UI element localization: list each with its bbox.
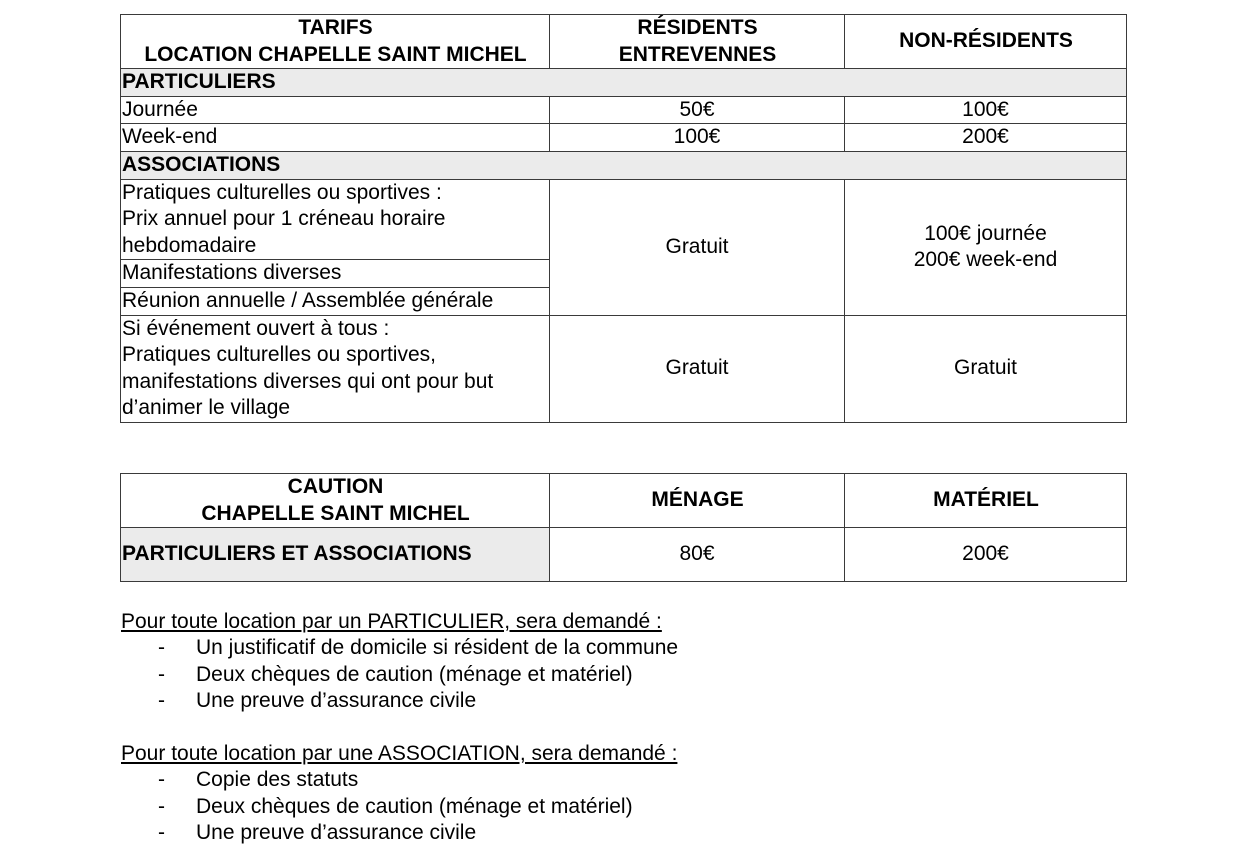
section-associations: ASSOCIATIONS: [121, 151, 1127, 179]
row-label-reunion: Réunion annuelle / Assemblée générale: [121, 287, 550, 315]
dash-bullet: -: [158, 636, 165, 660]
list-item-text: Une preuve d’assurance civile: [196, 688, 477, 712]
price-non-residents-weekend: 200€: [845, 124, 1127, 152]
caution-subtitle: CHAPELLE SAINT MICHEL: [201, 501, 470, 525]
dash-bullet: -: [158, 662, 165, 686]
residents-header-cell: [550, 15, 845, 69]
list-item: [121, 688, 678, 714]
dash-bullet: -: [158, 820, 165, 844]
list-item: [121, 820, 677, 846]
table-row: [121, 315, 1127, 422]
list-item-text: Un justificatif de domicile si résident de la commune: [196, 636, 679, 660]
dash-bullet: -: [158, 688, 165, 712]
tarifs-title: TARIFS: [298, 16, 373, 39]
requirements-particulier: [121, 609, 678, 714]
caution-materiel-value: 200€: [845, 528, 1127, 582]
table-row: [121, 96, 1127, 124]
tarifs-header-row: [121, 15, 1127, 69]
row-label-line: Pratiques culturelles ou sportives :: [122, 180, 442, 204]
list-item-text: Deux chèques de caution (ménage et matériel): [196, 794, 633, 818]
residents-header-sub: ENTREVENNES: [618, 42, 777, 66]
requirements-association-title: Pour toute location par une ASSOCIATION, sera demandé :: [121, 742, 678, 765]
list-item: [121, 662, 678, 688]
row-label-pratiques: [121, 179, 550, 260]
caution-header-row: [121, 474, 1127, 528]
price-residents-journee: 50€: [550, 96, 845, 124]
table-row: [121, 124, 1127, 152]
row-label-manifestations: Manifestations diverses: [121, 260, 550, 288]
menage-header: MÉNAGE: [550, 474, 845, 528]
list-item: [121, 767, 677, 793]
row-label-evenement: [121, 315, 550, 422]
list-item-text: Copie des statuts: [196, 768, 359, 792]
dash-bullet: -: [158, 768, 165, 792]
row-label-journee: Journée: [121, 96, 550, 124]
list-item-text: Deux chèques de caution (ménage et matériel): [196, 662, 633, 686]
section-particuliers: PARTICULIERS: [121, 69, 1127, 97]
section-row-associations: [121, 151, 1127, 179]
row-label-line: hebdomadaire: [122, 233, 257, 257]
requirements-association: [121, 741, 677, 846]
caution-title: CAUTION: [287, 475, 384, 498]
price-non-residents-journee-assoc: 100€ journée: [924, 221, 1047, 245]
list-item: [121, 794, 677, 820]
price-non-residents-evenement: Gratuit: [845, 315, 1127, 422]
price-residents-weekend: 100€: [550, 124, 845, 152]
price-non-residents-associations: [845, 179, 1127, 315]
row-label-weekend: Week-end: [121, 124, 550, 152]
table-row: [121, 528, 1127, 582]
tarifs-title-cell: [121, 15, 550, 69]
row-label-line: d’animer le village: [122, 396, 291, 419]
requirements-particulier-list: [121, 635, 678, 714]
caution-title-cell: [121, 474, 550, 528]
requirements-particulier-title: Pour toute location par un PARTICULIER, sera demandé :: [121, 610, 662, 633]
list-item: [121, 635, 678, 661]
non-residents-header: NON-RÉSIDENTS: [845, 15, 1127, 69]
caution-row-label: PARTICULIERS ET ASSOCIATIONS: [121, 528, 550, 582]
table-row: [121, 179, 1127, 260]
residents-header: RÉSIDENTS: [637, 16, 758, 39]
price-residents-evenement: Gratuit: [550, 315, 845, 422]
row-label-line: Prix annuel pour 1 créneau horaire: [122, 207, 446, 230]
tarifs-table: [120, 14, 1127, 423]
caution-menage-value: 80€: [550, 528, 845, 582]
tarifs-subtitle: LOCATION CHAPELLE SAINT MICHEL: [144, 42, 527, 66]
caution-table: [120, 473, 1127, 582]
price-residents-associations: Gratuit: [550, 179, 845, 315]
price-non-residents-weekend-assoc: 200€ week-end: [913, 248, 1058, 271]
section-row-particuliers: [121, 69, 1127, 97]
list-item-text: Une preuve d’assurance civile: [196, 820, 477, 844]
dash-bullet: -: [158, 794, 165, 818]
row-label-line: Pratiques culturelles ou sportives,: [122, 343, 436, 366]
row-label-line: manifestations diverses qui ont pour but: [122, 369, 494, 393]
row-label-line: Si événement ouvert à tous :: [122, 316, 390, 340]
materiel-header: MATÉRIEL: [845, 474, 1127, 528]
price-non-residents-journee: 100€: [845, 96, 1127, 124]
requirements-association-list: [121, 767, 677, 846]
